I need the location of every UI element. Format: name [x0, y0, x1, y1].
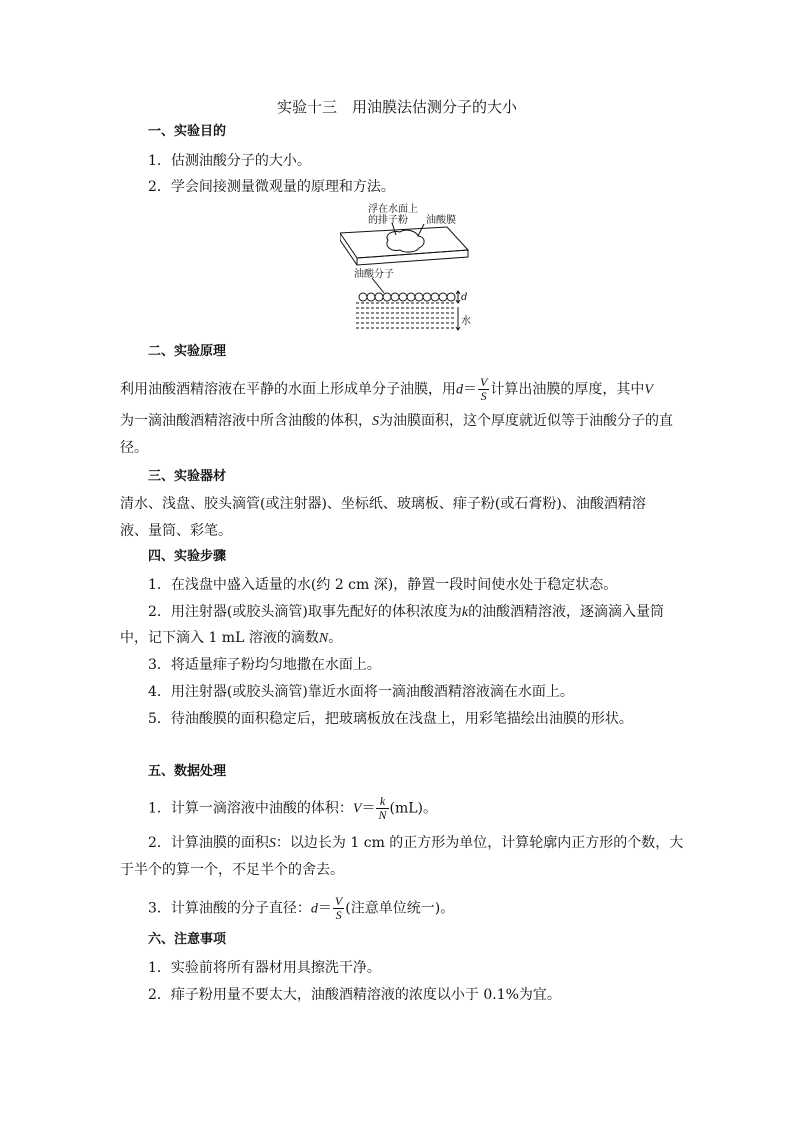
text: 1．计算一滴溶液中油酸的体积：	[148, 800, 353, 817]
section-heading-principle: 二、实验原理	[148, 344, 227, 359]
principle-line-3: 径。	[120, 440, 148, 456]
step-1: 1．在浅盘中盛入适量的水(约 2 cm 深)，静置一段时间使水处于稳定状态。	[148, 577, 618, 593]
var-n: N	[318, 631, 329, 646]
fraction-k-over-n	[376, 795, 388, 822]
var-v: V	[644, 382, 653, 398]
label-thickness-d: d	[461, 292, 468, 303]
note-1: 1．实验前将所有器材用具擦洗干净。	[148, 960, 381, 976]
data-item-2-continued: 于半个的算一个，不足半个的舍去。	[120, 862, 344, 878]
step-4: 4．用注射器(或胶头滴管)靠近水面将一滴油酸酒精溶液滴在水面上。	[148, 684, 574, 700]
step-2	[148, 602, 664, 623]
numerator: V	[334, 894, 343, 908]
fraction-v-over-s	[333, 895, 344, 922]
text: 为一滴油酸酒精溶液中所含油酸的体积，	[120, 413, 372, 429]
text: ：以边长为 1 cm 的正方形为单位，计算轮廓内正方形的个数，大	[275, 835, 684, 851]
section-heading-notes: 六、注意事项	[148, 932, 227, 947]
data-item-2	[148, 833, 683, 854]
section-heading-data-processing: 五、数据处理	[148, 764, 227, 779]
step-2-continued	[120, 628, 342, 649]
purpose-item-1: 1．估测油酸分子的大小。	[148, 153, 311, 169]
label-oil-film: 油酸膜	[426, 215, 456, 226]
text: 中，记下滴入 1 mL 溶液的滴数	[120, 630, 319, 646]
equals: ＝	[361, 800, 376, 817]
numerator: V	[480, 375, 488, 389]
data-item-3	[148, 895, 454, 922]
principle-line-2	[120, 411, 673, 432]
page-title: 实验十三 用油膜法估测分子的大小	[276, 98, 517, 116]
equipment-line-2: 液、量筒、彩笔。	[120, 523, 232, 539]
label-powder-line2: 的排子粉	[368, 215, 408, 226]
text: (mL)。	[389, 800, 437, 817]
equals: ＝	[317, 900, 332, 917]
var-s: S	[372, 414, 379, 429]
section-heading-equipment: 三、实验器材	[148, 469, 227, 484]
text: 3．计算油酸的分子直径：	[148, 900, 311, 917]
step-3: 3．将适量痱子粉均匀地撒在水面上。	[148, 657, 381, 673]
var-s: S	[268, 836, 276, 851]
text: (注意单位统一)。	[345, 900, 455, 917]
label-water: 水	[461, 316, 471, 327]
text: 计算出油膜的厚度，其中	[490, 381, 645, 398]
oil-film-diagram	[340, 202, 480, 334]
var-v: V	[352, 801, 362, 817]
equipment-line-1: 清水、浅盘、胶头滴管(或注射器)、坐标纸、玻璃板、痱子粉(或石膏粉)、油酸酒精溶	[120, 496, 646, 512]
step-5: 5．待油酸膜的面积稳定后，把玻璃板放在浅盘上，用彩笔描绘出油膜的形状。	[148, 711, 633, 727]
var-k: k	[461, 605, 469, 620]
note-2: 2．痱子粉用量不要太大，油酸酒精溶液的浓度以小于 0.1%为宜。	[148, 987, 561, 1003]
text: 利用油酸酒精溶液在平静的水面上形成单分子油膜，用	[120, 381, 456, 398]
denominator: N	[378, 808, 387, 822]
section-heading-purpose: 一、实验目的	[148, 124, 227, 139]
numerator: k	[379, 794, 386, 808]
text: 为油膜面积，这个厚度就近似等于油酸分子的直	[379, 413, 673, 429]
text: 。	[328, 630, 343, 646]
text: 的油酸酒精溶液，逐滴滴入量筒	[468, 604, 665, 620]
denominator: S	[335, 908, 342, 922]
text: 2．计算油膜的面积	[148, 835, 269, 851]
denominator: S	[480, 389, 487, 403]
section-heading-steps: 四、实验步骤	[148, 549, 227, 564]
fraction-v-over-s	[478, 376, 489, 403]
purpose-item-2: 2．学会间接测量微观量的原理和方法。	[148, 179, 395, 195]
label-powder-line1: 浮在水面上	[368, 204, 418, 215]
data-item-1	[148, 795, 437, 822]
label-oil-molecule: 油酸分子	[354, 269, 394, 280]
var-d: d	[456, 382, 463, 398]
equals: ＝	[463, 381, 477, 398]
var-d: d	[310, 901, 318, 917]
principle-line-1	[120, 376, 653, 403]
text: 2．用注射器(或胶头滴管)取事先配好的体积浓度为	[148, 604, 462, 620]
